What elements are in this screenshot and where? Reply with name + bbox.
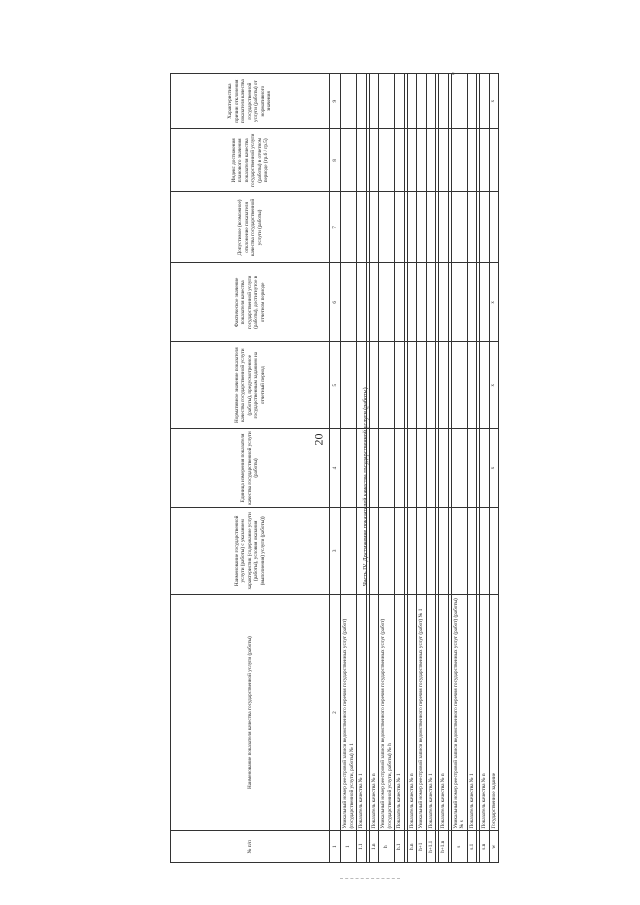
value-cell-col-6 bbox=[341, 263, 357, 342]
value-cell-col-4 bbox=[451, 429, 467, 508]
row-number-cell: 1.n bbox=[369, 831, 379, 863]
value-cell-col-5 bbox=[467, 342, 477, 429]
value-cell-col-4 bbox=[480, 429, 490, 508]
row-number-cell: h+1.1 bbox=[426, 831, 436, 863]
column-number-8: 8 bbox=[330, 129, 341, 192]
value-cell-col-6 bbox=[426, 263, 436, 342]
value-cell-col-7 bbox=[426, 192, 436, 263]
value-cell-col-7 bbox=[489, 192, 499, 263]
value-cell-col-6 bbox=[451, 263, 467, 342]
column-header-3: Наименование государственной услуги (работы) с указанием характеристик (содержание услуги (работы), условия оказания (выполнения) услуги (работы)) bbox=[171, 507, 330, 594]
indicator-name-cell: Уникальный номер реестровой записи ведомственного перечня государственных услуг (работ) (государственной услуги, работы) № h bbox=[379, 594, 395, 831]
value-cell-col-6 bbox=[369, 263, 379, 342]
value-cell-col-3 bbox=[480, 507, 490, 594]
value-cell-col-8 bbox=[489, 129, 499, 192]
value-cell-col-8 bbox=[451, 129, 467, 192]
indicator-name-cell: Уникальный номер реестровой записи ведомственного перечня государственных услуг (работ) № 1 bbox=[417, 594, 427, 831]
indicator-name-cell: Показатель качества № 1 bbox=[395, 594, 405, 831]
value-cell-col-9 bbox=[439, 74, 449, 129]
column-header-5: Нормативное значение показателя качества государственной услуги (работы), предусмотренное государственным заданием на отчетный период bbox=[171, 342, 330, 429]
value-cell-col-6: x bbox=[489, 263, 499, 342]
value-cell-col-9: x bbox=[489, 74, 499, 129]
value-cell-col-8 bbox=[357, 129, 367, 192]
value-cell-col-4 bbox=[426, 429, 436, 508]
header-row bbox=[171, 74, 330, 863]
value-cell-col-5 bbox=[407, 342, 417, 429]
value-cell-col-9 bbox=[395, 74, 405, 129]
value-cell-col-3 bbox=[395, 507, 405, 594]
indicator-name-cell: Показатель качества № n bbox=[407, 594, 417, 831]
row-number-cell: h.n bbox=[407, 831, 417, 863]
value-cell-col-4 bbox=[379, 429, 395, 508]
column-header-8: Индекс достижения планового значения показателя качества государственной услуги (работы) в отчетном периоде (гр.6 / гр.5) bbox=[171, 129, 330, 192]
value-cell-col-5 bbox=[379, 342, 395, 429]
row-number-cell: h+1.n bbox=[439, 831, 449, 863]
value-cell-col-4 bbox=[417, 429, 427, 508]
table-row bbox=[439, 74, 449, 863]
indicator-name-cell: Уникальный номер реестровой записи ведомственного перечня государственных услуг (работ) (государственной услуги, работы) № 1 bbox=[341, 594, 357, 831]
value-cell-col-8 bbox=[369, 129, 379, 192]
value-cell-col-6 bbox=[357, 263, 367, 342]
column-header-1: № п/п bbox=[171, 831, 330, 863]
column-number-row bbox=[330, 74, 341, 863]
value-cell-col-8 bbox=[439, 129, 449, 192]
row-number-cell: w bbox=[489, 831, 499, 863]
table-row bbox=[407, 74, 417, 863]
value-cell-col-9 bbox=[417, 74, 427, 129]
value-cell-col-7 bbox=[357, 192, 367, 263]
indicator-name-cell: Показатель качества № 1 bbox=[357, 594, 367, 831]
value-cell-col-4 bbox=[357, 429, 367, 508]
value-cell-col-9 bbox=[357, 74, 367, 129]
row-number-cell: 1.1 bbox=[357, 831, 367, 863]
column-number-6: 6 bbox=[330, 263, 341, 342]
value-cell-col-3 bbox=[439, 507, 449, 594]
value-cell-col-4 bbox=[407, 429, 417, 508]
indicator-name-cell: Государственное задание bbox=[489, 594, 499, 831]
value-cell-col-7 bbox=[451, 192, 467, 263]
quality-indicators-table bbox=[170, 73, 499, 863]
value-cell-col-7 bbox=[480, 192, 490, 263]
value-cell-col-4: x bbox=[489, 429, 499, 508]
column-number-3: 3 bbox=[330, 507, 341, 594]
table-row bbox=[426, 74, 436, 863]
value-cell-col-5 bbox=[341, 342, 357, 429]
value-cell-col-4 bbox=[341, 429, 357, 508]
value-cell-col-7 bbox=[341, 192, 357, 263]
value-cell-col-4 bbox=[369, 429, 379, 508]
row-number-cell: h bbox=[379, 831, 395, 863]
value-cell-col-3 bbox=[426, 507, 436, 594]
value-cell-col-3 bbox=[417, 507, 427, 594]
indicator-name-cell: Показатель качества № n bbox=[439, 594, 449, 831]
indicator-name-cell: Показатель качества № n bbox=[369, 594, 379, 831]
quality-table-wrapper bbox=[170, 73, 497, 863]
value-cell-col-5 bbox=[426, 342, 436, 429]
value-cell-col-3 bbox=[357, 507, 367, 594]
value-cell-col-8 bbox=[467, 129, 477, 192]
value-cell-col-9 bbox=[407, 74, 417, 129]
row-number-cell: h+1 bbox=[417, 831, 427, 863]
value-cell-col-7 bbox=[439, 192, 449, 263]
value-cell-col-8 bbox=[341, 129, 357, 192]
value-cell-col-7 bbox=[369, 192, 379, 263]
value-cell-col-6 bbox=[467, 263, 477, 342]
table-row bbox=[451, 74, 467, 863]
value-cell-col-5 bbox=[451, 342, 467, 429]
value-cell-col-3 bbox=[379, 507, 395, 594]
page-number: 20 bbox=[311, 433, 326, 446]
value-cell-col-5 bbox=[369, 342, 379, 429]
value-cell-col-9 bbox=[451, 74, 467, 129]
column-header-6: Фактическое значение показателя качества государственной услуги (работы), достигнутое в отчетном периоде bbox=[171, 263, 330, 342]
column-header-2: Наименование показателя качества государственной услуги (работы) bbox=[171, 594, 330, 831]
value-cell-col-9 bbox=[341, 74, 357, 129]
value-cell-col-7 bbox=[379, 192, 395, 263]
value-cell-col-7 bbox=[407, 192, 417, 263]
column-number-4: 4 bbox=[330, 429, 341, 508]
value-cell-col-5 bbox=[357, 342, 367, 429]
value-cell-col-7 bbox=[467, 192, 477, 263]
scan-artifact-line bbox=[340, 878, 400, 880]
value-cell-col-4 bbox=[439, 429, 449, 508]
value-cell-col-8 bbox=[480, 129, 490, 192]
column-header-4: Единица измерения показателя качества государственной услуги (работы) bbox=[171, 429, 330, 508]
value-cell-col-5: x bbox=[489, 342, 499, 429]
indicator-name-cell: Уникальный номер реестровой записи ведомственного перечня государственных услуг (работ) (работы) № s bbox=[451, 594, 467, 831]
value-cell-col-4 bbox=[395, 429, 405, 508]
value-cell-col-6 bbox=[379, 263, 395, 342]
table-row bbox=[467, 74, 477, 863]
indicator-name-cell: Показатель качества № 1 bbox=[467, 594, 477, 831]
table-row bbox=[417, 74, 427, 863]
table-row bbox=[379, 74, 395, 863]
value-cell-col-5 bbox=[439, 342, 449, 429]
column-number-9: 9 bbox=[330, 74, 341, 129]
column-header-7: Допустимое (возможное) отклонение показателя качества государственной услуги (работы) bbox=[171, 192, 330, 263]
value-cell-col-9 bbox=[426, 74, 436, 129]
value-cell-col-8 bbox=[395, 129, 405, 192]
value-cell-col-9 bbox=[379, 74, 395, 129]
value-cell-col-9 bbox=[480, 74, 490, 129]
value-cell-col-6 bbox=[417, 263, 427, 342]
value-cell-col-8 bbox=[417, 129, 427, 192]
value-cell-col-3 bbox=[467, 507, 477, 594]
value-cell-col-8 bbox=[407, 129, 417, 192]
corner-mark: x bbox=[452, 72, 455, 77]
table-caption: Часть IV. Достижение показателей качества государственной услуги (работы) bbox=[363, 387, 369, 586]
value-cell-col-7 bbox=[417, 192, 427, 263]
value-cell-col-7 bbox=[395, 192, 405, 263]
column-number-7: 7 bbox=[330, 192, 341, 263]
value-cell-col-4 bbox=[467, 429, 477, 508]
column-number-2: 2 bbox=[330, 594, 341, 831]
table-body bbox=[341, 74, 499, 863]
value-cell-col-3 bbox=[369, 507, 379, 594]
table-row bbox=[395, 74, 405, 863]
table-row bbox=[369, 74, 379, 863]
value-cell-col-3 bbox=[451, 507, 467, 594]
value-cell-col-3 bbox=[407, 507, 417, 594]
value-cell-col-9 bbox=[369, 74, 379, 129]
column-number-1: 1 bbox=[330, 831, 341, 863]
value-cell-col-9 bbox=[467, 74, 477, 129]
table-row bbox=[480, 74, 490, 863]
row-number-cell: s bbox=[451, 831, 467, 863]
row-number-cell: s.n bbox=[480, 831, 490, 863]
value-cell-col-6 bbox=[480, 263, 490, 342]
value-cell-col-3 bbox=[341, 507, 357, 594]
row-number-cell: 1 bbox=[341, 831, 357, 863]
value-cell-col-8 bbox=[379, 129, 395, 192]
table-row bbox=[357, 74, 367, 863]
column-number-5: 5 bbox=[330, 342, 341, 429]
value-cell-col-5 bbox=[480, 342, 490, 429]
indicator-name-cell: Показатель качества № 1 bbox=[426, 594, 436, 831]
value-cell-col-8 bbox=[426, 129, 436, 192]
table-row bbox=[341, 74, 357, 863]
row-number-cell: s.1 bbox=[467, 831, 477, 863]
table-row bbox=[489, 74, 499, 863]
value-cell-col-6 bbox=[395, 263, 405, 342]
value-cell-col-3 bbox=[489, 507, 499, 594]
value-cell-col-6 bbox=[439, 263, 449, 342]
column-header-9: Характеристика причин отклонения показателя качества государственной услуги (работы) от нормативного значения bbox=[171, 74, 330, 129]
indicator-name-cell: Показатель качества № n bbox=[480, 594, 490, 831]
value-cell-col-5 bbox=[417, 342, 427, 429]
row-number-cell: h.1 bbox=[395, 831, 405, 863]
value-cell-col-6 bbox=[407, 263, 417, 342]
value-cell-col-5 bbox=[395, 342, 405, 429]
